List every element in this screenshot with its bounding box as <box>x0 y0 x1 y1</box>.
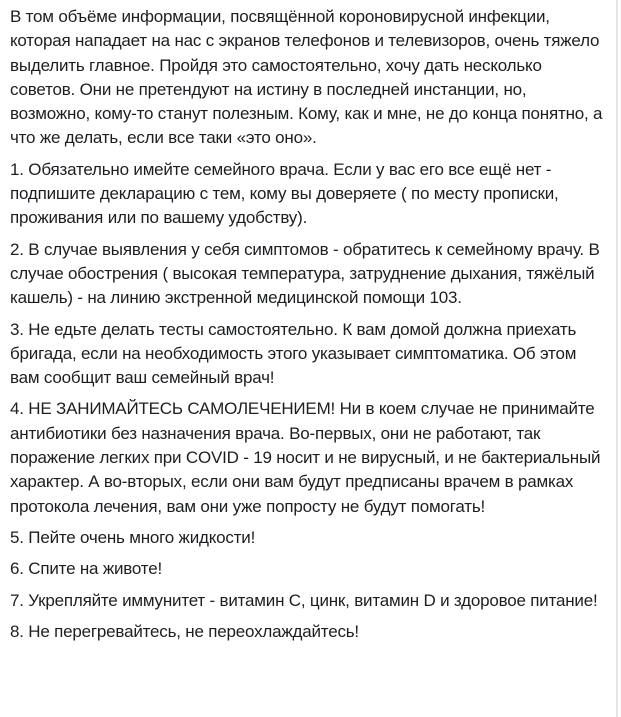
tip-4-paragraph: 4. НЕ ЗАНИМАЙТЕСЬ САМОЛЕЧЕНИЕМ! Ни в коем случае не принимайте антибиотики без назначения врача. Во-первых, они не работают, так поражение легких при COVID - 19 носит и не вирусный, и не бактериальный характер. А во-вторых, если они вам будут предписаны врачем в рамках протокола лечения, вам они уже попросту не будут помогать! <box>10 399 601 516</box>
tip-3-paragraph: 3. Не едьте делать тесты самостоятельно. К вам домой должна приехать бригада, если на необходимость этого указывает симптоматика. Об этом вам сообщит ваш семейный врач! <box>10 319 577 388</box>
tip-8-paragraph: 8. Не перегревайтесь, не переохлаждайтесь! <box>10 621 359 641</box>
tip-1-paragraph: 1. Обязательно имейте семейного врача. Если у вас его все ещё нет - подпишите декларацию с тем, кому вы доверяете ( по месту прописки, проживания или по вашему удобству). <box>10 159 559 228</box>
tip-2-paragraph: 2. В случае выявления у себя симптомов - обратитесь к семейному врачу. В случае обострения ( высокая температура, затруднение дыхания, тяжёлый кашель) - на линию экстренной медицинской помощи 103. <box>10 239 600 308</box>
tip-5-paragraph: 5. Пейте очень много жидкости! <box>10 527 256 547</box>
tip-7-paragraph: 7. Укрепляйте иммунитет - витамин С, цинк, витамин D и здоровое питание! <box>10 590 598 610</box>
tip-6-paragraph: 6. Спите на животе! <box>10 559 162 579</box>
intro-paragraph: В том объёме информации, посвящённой короновирусной инфекции, которая нападает на нас с экранов телефонов и телевизоров, очень тяжело выделить главное. Пройдя это самостоятельно, хочу дать несколько советов. Они не претендуют на истину в последней инстанции, но, возможно, кому-то станут полезным. Кому, как и мне, не до конца понятно, а что же делать, если все таки «это оно». <box>10 7 603 148</box>
